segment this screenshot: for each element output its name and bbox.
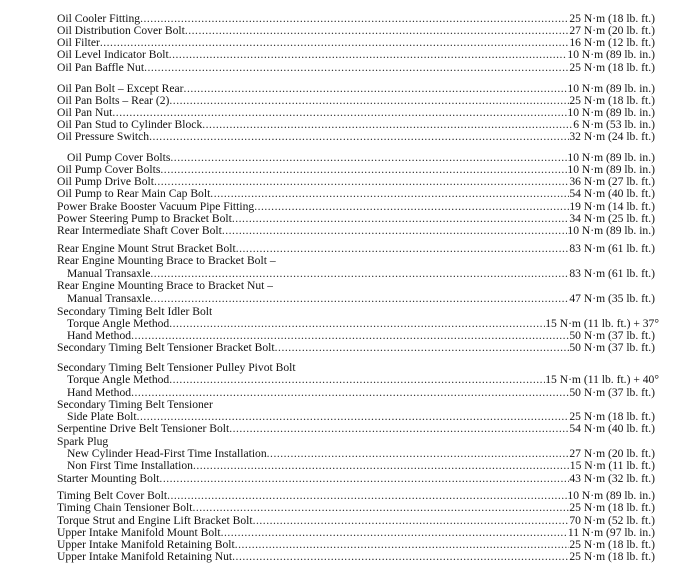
spec-row	[57, 501, 655, 514]
spec-row	[57, 130, 655, 143]
spec-value: 32 N·m (24 lb. ft.)	[569, 130, 655, 143]
spec-value: 27 N·m (20 lb. ft.)	[569, 447, 655, 460]
spec-value: 10 N·m (89 lb. in.)	[567, 489, 655, 502]
spec-label: Oil Pump Drive Bolt	[57, 175, 154, 188]
spec-label: Oil Level Indicator Bolt	[57, 48, 169, 61]
spec-label: Power Brake Booster Vacuum Pipe Fitting	[57, 200, 255, 213]
spec-value: 19 N·m (14 lb. ft.)	[569, 200, 655, 213]
dot-leader	[232, 550, 569, 563]
spec-value: 25 N·m (18 lb. ft.)	[569, 94, 655, 107]
spec-label: Manual Transaxle	[67, 267, 151, 280]
spec-label: Rear Engine Mount Strut Bracket Bolt	[57, 242, 236, 255]
dot-leader	[149, 130, 569, 143]
spec-value: 10 N·m (89 lb. in.)	[567, 151, 655, 164]
spec-label: Oil Pressure Switch	[57, 130, 150, 143]
spec-label: Oil Pan Stud to Cylinder Block	[57, 118, 203, 131]
spec-label: Manual Transaxle	[67, 292, 151, 305]
spec-label: Rear Intermediate Shaft Cover Bolt	[57, 224, 222, 237]
spec-label: Rear Engine Mounting Brace to Bracket Bolt –	[57, 254, 276, 267]
spec-label: Oil Filter	[57, 36, 100, 49]
dot-leader	[192, 501, 569, 514]
dot-leader	[144, 61, 569, 74]
spec-value: 43 N·m (32 lb. ft.)	[569, 472, 655, 485]
dot-leader	[169, 48, 568, 61]
spec-row	[67, 373, 659, 386]
spec-row	[67, 459, 655, 472]
spec-value: 15 N·m (11 lb. ft.) + 37°	[545, 317, 659, 330]
spec-value: 70 N·m (52 lb. ft.)	[569, 514, 655, 527]
spec-label: Torque Angle Method	[67, 317, 170, 330]
dot-leader	[210, 187, 569, 200]
spec-value: 36 N·m (27 lb. ft.)	[569, 175, 655, 188]
spec-label: Timing Chain Tensioner Bolt	[57, 501, 193, 514]
dot-leader	[150, 292, 569, 305]
spec-label: Starter Mounting Bolt	[57, 472, 160, 485]
spec-value: 16 N·m (12 lb. ft.)	[569, 36, 655, 49]
spec-value: 50 N·m (37 lb. ft.)	[569, 329, 655, 342]
spec-label: Secondary Timing Belt Tensioner	[57, 398, 213, 411]
spec-row	[57, 224, 655, 237]
spec-row	[57, 472, 655, 485]
spec-value: 50 N·m (37 lb. ft.)	[569, 341, 655, 354]
spec-label: Rear Engine Mounting Brace to Bracket Nut –	[57, 279, 274, 292]
spec-value: 83 N·m (61 lb. ft.)	[569, 267, 655, 280]
dot-leader	[275, 341, 570, 354]
spec-value: 50 N·m (37 lb. ft.)	[569, 386, 655, 399]
spec-label: Secondary Timing Belt Idler Bolt	[57, 305, 213, 318]
spec-value: 10 N·m (89 lb. in.)	[567, 82, 655, 95]
spec-row	[57, 187, 655, 200]
spec-label: Oil Pan Baffle Nut	[57, 61, 145, 74]
spec-label: Spark Plug	[57, 435, 109, 448]
spec-row	[57, 61, 655, 74]
spec-label: Oil Distribution Cover Bolt	[57, 24, 185, 37]
spec-label: Oil Cooler Fitting	[57, 12, 141, 25]
dot-leader	[169, 373, 545, 386]
spec-label: Non First Time Installation	[67, 459, 193, 472]
spec-value: 25 N·m (18 lb. ft.)	[569, 61, 655, 74]
spec-label: Upper Intake Manifold Retaining Bolt	[57, 538, 235, 551]
spec-label: Side Plate Bolt	[67, 410, 137, 423]
spec-value: 11 N·m (97 lb. in.)	[567, 526, 655, 539]
spec-label: Serpentine Drive Belt Tensioner Bolt	[57, 422, 230, 435]
spec-value: 54 N·m (40 lb. ft.)	[569, 187, 655, 200]
spec-row	[57, 48, 655, 61]
spec-label: Oil Pan Bolt – Except Rear	[57, 82, 184, 95]
spec-label: Oil Pump Cover Bolts	[67, 151, 171, 164]
spec-value: 83 N·m (61 lb. ft.)	[569, 242, 655, 255]
spec-label: Upper Intake Manifold Mount Bolt	[57, 526, 221, 539]
spec-value: 10 N·m (89 lb. in.)	[567, 106, 655, 119]
dot-leader	[236, 242, 570, 255]
spec-value: 27 N·m (20 lb. ft.)	[569, 24, 655, 37]
spec-label: Timing Belt Cover Bolt	[57, 489, 168, 502]
spec-row	[57, 254, 276, 267]
spec-label: Oil Pan Nut	[57, 106, 113, 119]
spec-label: Hand Method	[67, 329, 132, 342]
spec-value: 47 N·m (35 lb. ft.)	[569, 292, 655, 305]
spec-value: 25 N·m (18 lb. ft.)	[569, 538, 655, 551]
spec-value: 10 N·m (89 lb. in.)	[567, 224, 655, 237]
spec-value: 10 N·m (89 lb. in.)	[567, 163, 655, 176]
dot-leader	[229, 422, 569, 435]
spec-value: 15 N·m (11 lb. ft.)	[569, 459, 655, 472]
spec-label: Oil Pump to Rear Main Cap Bolt	[57, 187, 211, 200]
dot-leader	[222, 224, 568, 237]
spec-row	[57, 550, 655, 563]
spec-value: 25 N·m (18 lb. ft.)	[569, 550, 655, 563]
spec-label: Torque Strut and Engine Lift Bracket Bolt	[57, 514, 253, 527]
spec-value: 25 N·m (18 lb. ft.)	[569, 501, 655, 514]
spec-label: Upper Intake Manifold Retaining Nut	[57, 550, 233, 563]
spec-value: 25 N·m (18 lb. ft.)	[569, 12, 655, 25]
spec-label: Oil Pan Bolts – Rear (2)	[57, 94, 170, 107]
spec-label: Secondary Timing Belt Tensioner Bracket Bolt	[57, 341, 275, 354]
dot-leader	[193, 459, 570, 472]
dot-leader	[159, 472, 569, 485]
spec-row	[67, 292, 655, 305]
spec-value: 34 N·m (25 lb. ft.)	[569, 212, 655, 225]
spec-value: 15 N·m (11 lb. ft.) + 40°	[545, 373, 659, 386]
spec-label: Torque Angle Method	[67, 373, 170, 386]
spec-value: 6 N·m (53 lb. in.)	[573, 118, 655, 131]
spec-label: Hand Method	[67, 386, 132, 399]
spec-label: Oil Pump Cover Bolts	[57, 163, 161, 176]
spec-row	[57, 422, 655, 435]
spec-value: 10 N·m (89 lb. in.)	[567, 48, 655, 61]
spec-value: 25 N·m (18 lb. ft.)	[569, 410, 655, 423]
spec-value: 54 N·m (40 lb. ft.)	[569, 422, 655, 435]
spec-label: Secondary Timing Belt Tensioner Pulley Pivot Bolt	[57, 361, 296, 374]
spec-label: Power Steering Pump to Bracket Bolt	[57, 212, 232, 225]
spec-row	[57, 279, 273, 292]
spec-label: New Cylinder Head-First Time Installation	[67, 447, 267, 460]
spec-row	[57, 341, 655, 354]
